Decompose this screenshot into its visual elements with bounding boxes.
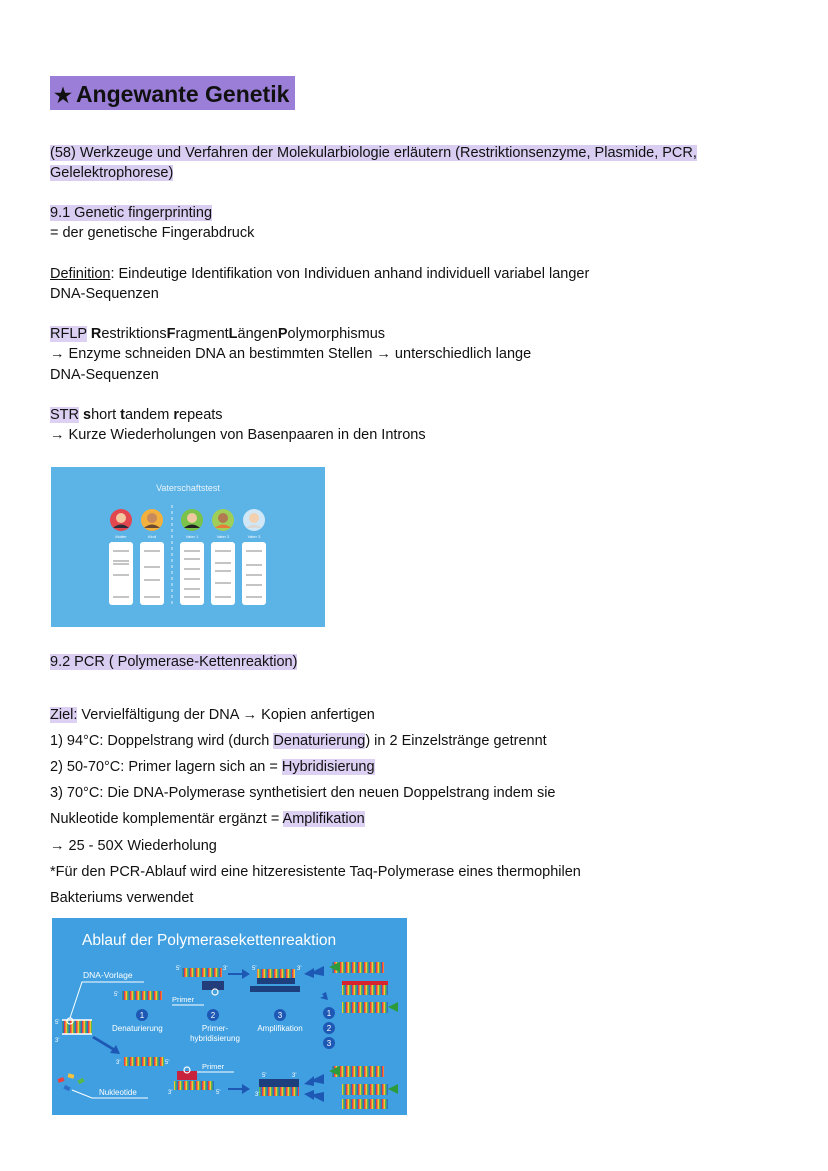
rflp-line-2: → Enzyme schneiden DNA an bestimmten Stellen → unterschiedlich lange [50, 346, 532, 362]
side-step-1: 1 [326, 1009, 332, 1018]
label-primer-top: Primer [172, 995, 195, 1004]
str-abbr: STR [50, 407, 79, 423]
avatar-kind [141, 509, 163, 531]
str-line: STR short tandem repeats [50, 407, 223, 423]
svg-text:3': 3' [255, 1092, 260, 1098]
pcr-note-1: *Für den PCR-Ablauf wird eine hitzeresistente Taq-Polymerase eines thermophilen [50, 864, 581, 880]
svg-text:5': 5' [216, 1090, 221, 1096]
svg-text:3': 3' [55, 1038, 60, 1044]
avatar-vater-1 [181, 509, 203, 531]
svg-text:5': 5' [262, 1073, 267, 1079]
svg-text:5': 5' [176, 966, 181, 972]
avatar-vater-2 [212, 509, 234, 531]
dna-template [62, 1020, 92, 1034]
section-heading-fingerprinting: 9.1 Genetic fingerprinting [50, 205, 213, 221]
person-label-kind: Kind [147, 534, 157, 539]
svg-text:3': 3' [116, 1060, 121, 1066]
pcr-repeat: → 25 - 50X Wiederholung [50, 838, 217, 854]
label-primer-hybrid-2: hybridisierung [190, 1034, 240, 1043]
step-number-3: 3 [277, 1011, 283, 1020]
person-label-vater-2: Vater 2 [216, 534, 230, 539]
definition-line-2: DNA-Sequenzen [50, 286, 159, 302]
star-icon: ★ [54, 85, 72, 107]
svg-text:5': 5' [114, 992, 119, 998]
side-step-2: 2 [326, 1024, 332, 1033]
label-amplifikation: Amplifikation [257, 1024, 303, 1033]
ziel-line: Ziel: Vervielfältigung der DNA → Kopien anfertigen [50, 707, 375, 723]
definition-line: Definition: Eindeutige Identifikation von Individuen anhand individuell variabel langer [50, 266, 590, 282]
pcr-step-3-cont: Nukleotide komplementär ergänzt = Amplifikation [50, 811, 365, 827]
label-nukleotide: Nukleotide [99, 1088, 137, 1097]
svg-text:5': 5' [165, 1060, 170, 1066]
pcr-step-1: 1) 94°C: Doppelstrang wird (durch Denaturierung) in 2 Einzelstränge getrennt [50, 733, 547, 749]
str-line-2: → Kurze Wiederholungen von Basenpaaren in den Introns [50, 427, 426, 443]
fingerprint-subtitle: = der genetische Fingerabdruck [50, 225, 255, 241]
rflp-abbr: RFLP [50, 326, 87, 342]
paternity-figure-title: Vaterschaftstest [156, 483, 220, 493]
label-primer-hybrid-1: Primer- [201, 1024, 229, 1033]
step-number-1: 1 [139, 1011, 145, 1020]
label-dna-vorlage: DNA-Vorlage [83, 970, 133, 980]
person-label-vater-1: Vater 1 [185, 534, 199, 539]
svg-text:3': 3' [223, 966, 228, 972]
definition-label: Definition [50, 266, 111, 282]
page-title: ★ Angewante Genetik [50, 76, 295, 110]
step-number-2: 2 [210, 1011, 216, 1020]
section-heading-pcr: 9.2 PCR ( Polymerase-Kettenreaktion) [50, 654, 298, 670]
pcr-figure-title: Ablauf der Polymerasekettenreaktion [82, 932, 337, 949]
svg-text:3': 3' [292, 1073, 297, 1079]
objective-line-2: Gelelektrophorese) [50, 165, 174, 181]
pcr-note-2: Bakteriums verwendet [50, 890, 194, 906]
avatar-vater-3 [243, 509, 265, 531]
svg-text:3': 3' [168, 1090, 173, 1096]
svg-text:5': 5' [252, 966, 257, 972]
person-label-vater-3: Vater 3 [247, 534, 261, 539]
rflp-line-3: DNA-Sequenzen [50, 367, 159, 383]
ziel-label: Ziel: [50, 707, 78, 723]
objective-line-1: (58) Werkzeuge und Verfahren der Molekularbiologie erläutern (Restriktionsenzyme, Plasmide, PCR, [50, 145, 697, 161]
label-primer-bottom: Primer [202, 1062, 225, 1071]
avatar-mutter [110, 509, 132, 531]
svg-text:3': 3' [297, 966, 302, 972]
rflp-line: RFLP RestriktionsFragmentLängenPolymorphismus [50, 326, 386, 342]
paternity-test-figure [51, 467, 325, 627]
pcr-step-2: 2) 50-70°C: Primer lagern sich an = Hybridisierung [50, 759, 375, 775]
label-denaturierung: Denaturierung [112, 1024, 163, 1033]
pcr-process-figure [52, 918, 407, 1115]
svg-text:5': 5' [55, 1020, 60, 1026]
pcr-step-3: 3) 70°C: Die DNA-Polymerase synthetisiert den neuen Doppelstrang indem sie [50, 785, 556, 801]
side-step-3: 3 [326, 1039, 332, 1048]
person-label-mutter: Mutter [115, 534, 127, 539]
